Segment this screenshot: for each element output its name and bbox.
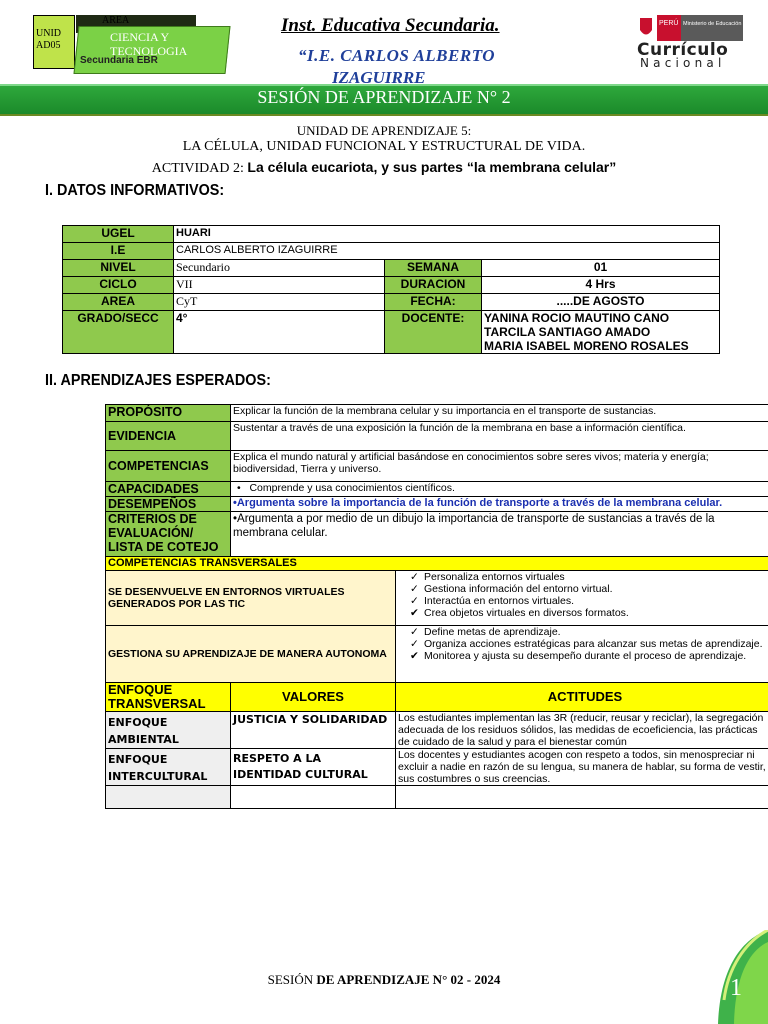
- actitud-intercultural: Los docentes y estudiantes acogen con respeto a todos, sin menospreciar ni excluir a nadie en razón de su lengua, su manera de hablar, su forma de vestir, sus costumbres o sus creencias.: [396, 749, 768, 786]
- curriculo-logo-text: Currículo: [637, 40, 729, 60]
- ministry-block: [681, 15, 743, 41]
- valor-ambiental: JUSTICIA Y SOLIDARIDAD: [231, 712, 396, 749]
- unit-badge: UNID AD05: [33, 15, 75, 69]
- section-heading-aprendizajes: II. APRENDIZAJES ESPERADOS:: [45, 372, 271, 389]
- ministry-logo: [637, 15, 743, 41]
- autonomy-item: ✓ Define metas de aprendizaje.: [410, 626, 561, 638]
- docente-label: DOCENTE:: [385, 311, 482, 354]
- checkmark-icon: ✓: [410, 571, 419, 583]
- school-name-overflow: [332, 72, 442, 84]
- empty-cell: [396, 786, 768, 809]
- checkmark-icon: ✓: [410, 595, 419, 607]
- area-row-value: CyT: [174, 294, 385, 311]
- capacidades-value: • Comprende y usa conocimientos científicos.: [231, 482, 768, 497]
- duracion-value: 4 Hrs: [482, 277, 720, 294]
- checkmark-icon: ✔: [410, 650, 419, 662]
- autonomy-item: ✓ Organiza acciones estratégicas para alcanzar sus metas de aprendizaje.: [410, 638, 763, 650]
- checkmark-icon: ✓: [410, 638, 419, 650]
- empty-cell: [106, 786, 231, 809]
- peru-text: PERÚ: [659, 20, 679, 27]
- empty-cell: [231, 786, 396, 809]
- desempenos-label: DESEMPEÑOS: [106, 497, 231, 512]
- nacional-logo-text: Nacional: [640, 56, 726, 70]
- unit-title: LA CÉLULA, UNIDAD FUNCIONAL Y ESTRUCTURAL DE VIDA.: [182, 139, 586, 154]
- peru-block: [657, 15, 681, 41]
- docente-3: MARIA ISABEL MORENO ROSALES: [484, 339, 689, 353]
- tic-items: [396, 571, 768, 626]
- fecha-label: FECHA:: [385, 294, 482, 311]
- checkmark-icon: ✔: [410, 607, 419, 619]
- area-name: CIENCIA Y TECNOLOGIA: [110, 30, 188, 58]
- ie-value: CARLOS ALBERTO IZAGUIRRE: [174, 243, 720, 260]
- tic-item: ✓ Personaliza entornos virtuales: [410, 571, 565, 583]
- enfoque-header: ENFOQUE TRANSVERSAL: [106, 683, 231, 712]
- duracion-label: DURACION: [385, 277, 482, 294]
- autonomy-items: [396, 626, 768, 683]
- footer-bold: DE APRENDIZAJE N° 02 - 2024: [316, 972, 501, 987]
- area-row-label: AREA: [63, 294, 174, 311]
- nivel-label: NIVEL: [63, 260, 174, 277]
- activity-line: [0, 159, 768, 177]
- evidencia-label: EVIDENCIA: [106, 422, 231, 451]
- autonomy-item: ✔ Monitorea y ajusta su desempeño durante el proceso de aprendizaje.: [410, 650, 747, 662]
- footer-prefix: SESIÓN: [267, 972, 317, 987]
- enfoque-ambiental: ENFOQUE AMBIENTAL: [106, 712, 231, 749]
- capacidades-label: CAPACIDADES: [106, 482, 231, 497]
- ministry-text: Ministerio de Educación: [683, 21, 742, 27]
- semana-value: 01: [482, 260, 720, 277]
- fecha-value: .....DE AGOSTO: [482, 294, 720, 311]
- valores-header: VALORES: [231, 683, 396, 712]
- school-name: “I.E. CARLOS ALBERTO: [298, 46, 496, 65]
- shield-icon: [640, 18, 652, 35]
- checkmark-icon: ✓: [410, 583, 419, 595]
- enfoque-intercultural: ENFOQUE INTERCULTURAL: [106, 749, 231, 786]
- datos-informativos-table: [62, 225, 720, 354]
- institution-title: Inst. Educativa Secundaria.: [281, 15, 500, 36]
- competencias-label: COMPETENCIAS: [106, 451, 231, 482]
- valor-intercultural: RESPETO A LA IDENTIDAD CULTURAL: [231, 749, 396, 786]
- autonomy-competence: GESTIONA SU APRENDIZAJE DE MANERA AUTONOMA: [106, 626, 396, 683]
- aprendizajes-table: [105, 404, 768, 809]
- capacidades-text: Comprende y usa conocimientos científicos.: [249, 482, 455, 494]
- evidencia-value: Sustentar a través de una exposición la función de la membrana en base a información científica.: [231, 422, 768, 451]
- footer: [0, 972, 768, 988]
- semana-label: SEMANA: [385, 260, 482, 277]
- tic-item: ✓ Interactúa en entornos virtuales.: [410, 595, 575, 607]
- tic-competence: SE DESENVUELVE EN ENTORNOS VIRTUALES GENERADOS POR LAS TIC: [106, 571, 396, 626]
- proposito-value: Explicar la función de la membrana celular y su importancia en el transporte de sustancias.: [231, 405, 768, 422]
- criterios-label: CRITERIOS DE EVALUACIÓN/ LISTA DE COTEJO: [106, 512, 231, 557]
- tic-item: ✓ Gestiona información del entorno virtual.: [410, 583, 613, 595]
- proposito-label: PROPÓSITO: [106, 405, 231, 422]
- grado-value: 4°: [174, 311, 385, 354]
- level-label: Secundaria EBR: [80, 55, 158, 66]
- unit-number: UNIDAD DE APRENDIZAJE 5:: [296, 123, 472, 138]
- nivel-value: Secundario: [174, 260, 385, 277]
- criterios-value: •Argumenta a por medio de un dibujo la importancia de transporte de sustancias a través de la membrana celular.: [231, 512, 768, 557]
- ugel-label: UGEL: [63, 226, 174, 243]
- ie-label: I.E: [63, 243, 174, 260]
- docente-2: TARCILA SANTIAGO AMADO: [484, 325, 651, 339]
- docente-value: [482, 311, 720, 354]
- desempenos-value: •Argumenta sobre la importancia de la función de transporte a través de la membrana celular.: [231, 497, 768, 512]
- competencias-value: Explica el mundo natural y artificial basándose en conocimientos sobre seres vivos; materia y energía; biodiversidad, Tierra y universo.: [231, 451, 768, 482]
- actitud-ambiental: Los estudiantes implementan las 3R (reducir, reusar y reciclar), la segregación adecuada de los residuos sólidos, las medidas de ecoeficiencia, las prácticas de cuidado de la salud y para el bienestar común: [396, 712, 768, 749]
- activity-title: La célula eucariota, y sus partes “la membrana celular”: [247, 159, 617, 175]
- grado-label: GRADO/SECC: [63, 311, 174, 354]
- docente-1: YANINA ROCIO MAUTINO CANO: [484, 311, 670, 325]
- section-heading-datos: I. DATOS INFORMATIVOS:: [45, 182, 225, 199]
- session-title: SESIÓN DE APRENDIZAJE N° 2: [257, 87, 511, 107]
- area-label: AREA: [102, 15, 130, 26]
- checkmark-icon: ✓: [410, 626, 419, 638]
- ciclo-label: CICLO: [63, 277, 174, 294]
- page-number: 1: [730, 975, 742, 1001]
- ciclo-value: VII: [174, 277, 385, 294]
- school-name-overflow-text: IZAGUIRRE: [332, 72, 426, 84]
- tic-item: ✔ Crea objetos virtuales en diversos formatos.: [410, 607, 629, 619]
- activity-label: ACTIVIDAD 2:: [151, 161, 248, 176]
- transversales-heading: COMPETENCIAS TRANSVERSALES: [106, 557, 768, 571]
- ugel-value: HUARI: [174, 226, 720, 243]
- actitudes-header: ACTITUDES: [396, 683, 768, 712]
